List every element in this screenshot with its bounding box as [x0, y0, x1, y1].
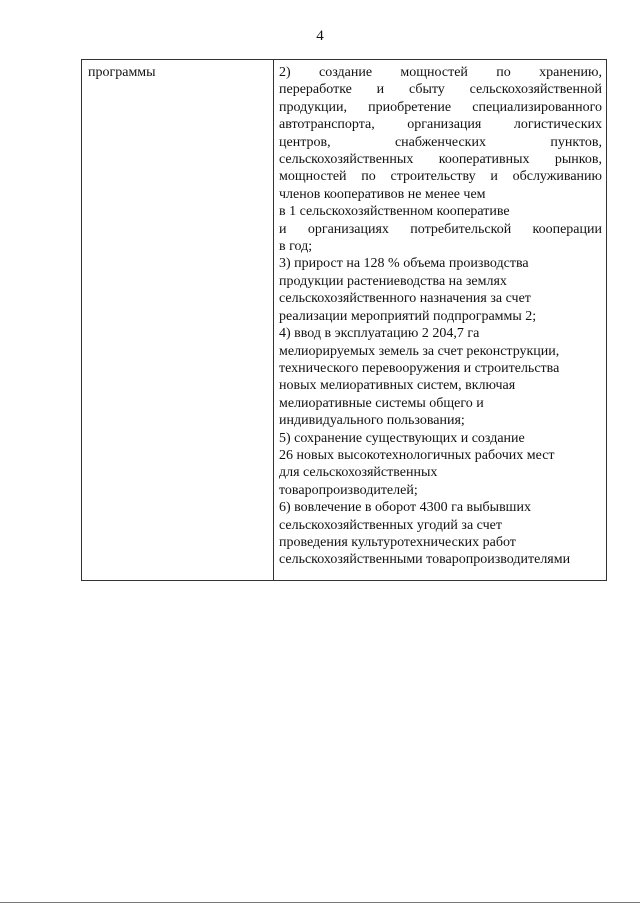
- content-line: новых мелиоративных систем, включая: [279, 378, 516, 394]
- content-line: сельскохозяйственного назначения за счет: [279, 291, 531, 307]
- content-line: 3) прирост на 128 % объема производства: [279, 256, 529, 272]
- content-line: 6) вовлечение в оборот 4300 га выбывших: [279, 500, 531, 516]
- page-number: 4: [316, 28, 324, 44]
- content-line: продукции, приобретение специализированного: [279, 99, 602, 115]
- content-line: автотранспорта, организация логистических: [279, 117, 602, 133]
- content-line: мелиоративные системы общего и: [279, 395, 484, 411]
- content-line: реализации мероприятий подпрограммы 2;: [279, 308, 537, 324]
- table-content-cell: [279, 64, 602, 569]
- column-divider: [273, 60, 274, 580]
- content-line: центров, снабженческих пунктов,: [279, 134, 602, 150]
- content-line: 5) сохранение существующих и создание: [279, 430, 525, 446]
- content-line: сельскохозяйственными товаропроизводителями: [279, 552, 571, 568]
- content-line: 4) ввод в эксплуатацию 2 204,7 га: [279, 326, 480, 342]
- content-line: сельскохозяйственных угодий за счет: [279, 517, 502, 533]
- content-line: для сельскохозяйственных: [279, 465, 438, 481]
- program-table: [81, 59, 607, 581]
- content-line: в 1 сельскохозяйственном кооперативе: [279, 204, 510, 220]
- content-line: в год;: [279, 239, 313, 255]
- content-line: и организациях потребительской кооперации: [279, 221, 602, 237]
- content-line: индивидуального пользования;: [279, 413, 465, 429]
- content-line: мощностей по строительству и обслуживанию: [279, 169, 602, 185]
- content-line: технического перевооружения и строительства: [279, 360, 560, 376]
- table-label-cell: программы: [88, 65, 156, 80]
- content-line: продукции растениеводства на землях: [279, 273, 507, 289]
- content-line: мелиорируемых земель за счет реконструкции,: [279, 343, 560, 359]
- page-bottom-edge: [0, 902, 640, 903]
- content-line: товаропроизводителей;: [279, 482, 418, 498]
- content-line: членов кооперативов не менее чем: [279, 186, 486, 202]
- content-line: сельскохозяйственных кооперативных рынков,: [279, 152, 602, 168]
- content-line: проведения культуротехнических работ: [279, 534, 516, 550]
- content-line: переработке и сбыту сельскохозяйственной: [279, 82, 602, 98]
- content-line: 2) создание мощностей по хранению,: [279, 65, 602, 80]
- content-line: 26 новых высокотехнологичных рабочих мест: [279, 447, 555, 463]
